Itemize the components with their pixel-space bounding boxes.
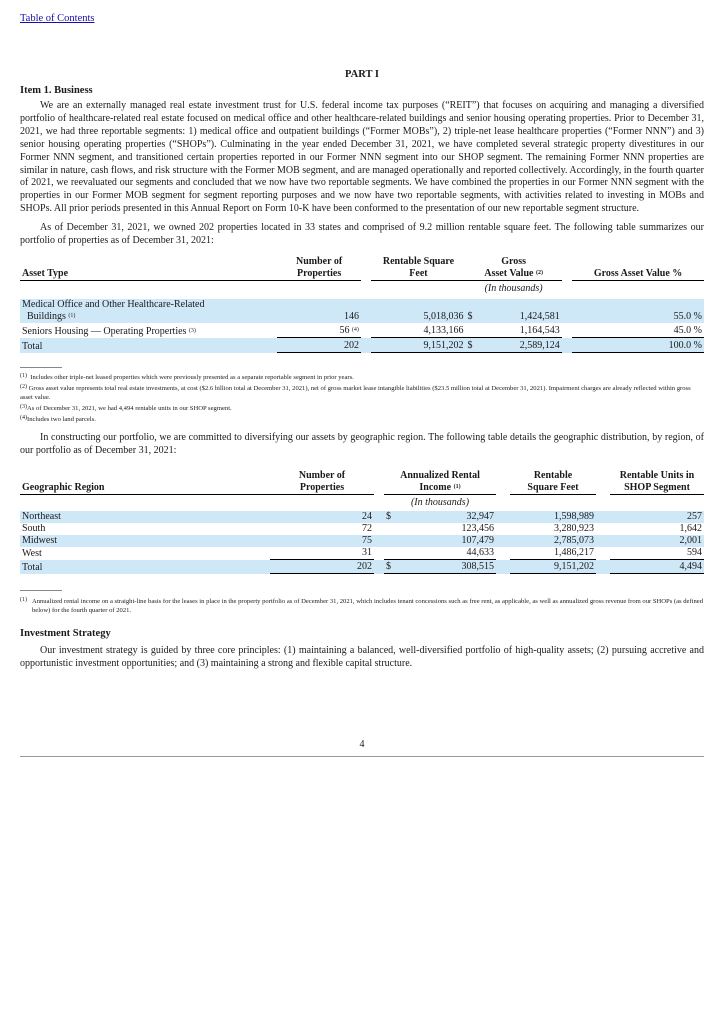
document-page	[20, 8, 704, 750]
currency-cell	[384, 535, 398, 547]
table-row	[20, 511, 704, 523]
currency-cell: $	[466, 338, 485, 353]
investment-strategy-heading: Investment Strategy	[20, 628, 111, 640]
table-row	[20, 523, 704, 535]
income-cell: 32,947	[398, 511, 496, 523]
region-cell: West	[22, 547, 42, 559]
page-bottom-rule	[20, 756, 704, 757]
asset-type-cell: Medical Office and Other Healthcare-Related Buildings $^{(1)}$	[20, 299, 277, 323]
currency-cell: $	[384, 511, 398, 523]
sqft-cell: 4,133,166	[371, 323, 465, 338]
currency-cell	[384, 547, 398, 560]
gav-pct-cell: 45.0 %	[572, 323, 704, 338]
region-header: Geographic Region	[20, 470, 270, 495]
income-cell: 308,515	[398, 560, 496, 574]
units-cell: 1,642	[679, 523, 702, 535]
footnote: $^{(1)}$ Annualized rental income on a straight-line basis for the leases in place in the property portfolio as of December 31, 2021, which includes tenant concessions such as free rent, as applicable, as well as annualized gross revenue from our SHOPs (as defined below) for the fourth quarter of 2021.	[20, 597, 704, 615]
table-row-total	[20, 560, 704, 574]
sqft-cell: 3,280,923	[554, 523, 594, 535]
num-properties-header: Number of Properties	[277, 256, 361, 281]
units-cell: 4,494	[610, 560, 704, 574]
gross-asset-value-cell: 1,164,543	[484, 323, 561, 338]
in-thousands-note: (In thousands)	[484, 282, 543, 294]
geographic-region-table	[20, 470, 704, 574]
in-thousands-note: (In thousands)	[410, 497, 470, 509]
investment-strategy-paragraph: Our investment strategy is guided by three core principles: (1) maintaining a balanced, well-diversified portfolio of high-quality assets; (2) pursuing accretive and opportunistic investment opportunities; and (3) maintaining a strong and flexible capital structure.	[20, 645, 704, 670]
asset-type-header: Asset Type	[20, 256, 277, 281]
footnotes-table1	[20, 373, 704, 424]
gross-asset-value-header: Gross Asset Value $^{(2)}$	[466, 256, 562, 281]
sqft-cell: 5,018,036	[371, 299, 465, 323]
footnote: $^{(2)}$ Gross asset value represents total real estate investments, at cost ($2.6 billion total at December 31, 2021), net of gross market lease intangible liabilities ($23.5 million total at December 31, 2021). Impairment charges are already reflected within gross asset value.	[20, 384, 691, 402]
sqft-cell: 2,785,073	[510, 535, 596, 547]
rentable-sqft-header: Rentable Square Feet	[371, 256, 465, 281]
gross-asset-value-pct-header: Gross Asset Value %	[572, 256, 704, 281]
sqft-cell: 1,486,217	[510, 547, 596, 560]
shop-units-header: Rentable Units in SHOP Segment	[610, 470, 704, 495]
part-title: PART I	[345, 69, 379, 80]
units-cell: 2,001	[610, 535, 704, 547]
table-row	[20, 547, 704, 560]
income-cell: 123,456	[461, 523, 494, 535]
sqft-cell: 9,151,202	[510, 560, 596, 574]
sqft-cell: 9,151,202	[371, 338, 465, 353]
footnote: $^{(4)}$Includes two land parcels.	[20, 415, 96, 424]
gav-pct-cell: 55.0 %	[572, 299, 704, 323]
footnote-divider	[20, 367, 62, 368]
properties-cell: 24	[270, 511, 374, 523]
asset-type-cell: Seniors Housing — Operating Properties $^{(3)}$	[22, 325, 196, 337]
business-paragraph: We are an externally managed real estate investment trust for U.S. federal income tax purposes (“REIT”) that focuses on acquiring and managing a diversified portfolio of healthcare-related real estate focused on medical office and other healthcare-related buildings and senior housing operating properties. Prior to December 31, 2021, we had three reportable segments: 1) medical office and outpatient buildings (“Former MOBs”), 2) triple-net lease healthcare properties (“Former NNN”) and 3) senior housing operating properties (“SHOPs”). Culminating in the year ended December 31, 2021, we have completed several strategic property divestitures in our Former NNN segment, and transitioned certain properties reported in our Former NNN segment into our SHOP segment. The remaining Former NNN properties are similar in nature, cash flows, and risk structure with the Former MOB segment, and are managed operationally and reported collectively. Accordingly, in the fourth quarter of 2021, we reevaluated our segments and concluded that we now have two reportable segments. We have combined the properties in our Former NNN segment with the properties in our Former MOB segment for segment reporting purposes and we now have two reportable segments, with activities related to investing in MOBs and SHOPs. All prior periods presented in this Annual Report on Form 10-K have been conformed to the presentation of our new reportable segment structure.	[20, 100, 704, 215]
properties-cell: 202	[270, 560, 374, 574]
portfolio-intro-paragraph: As of December 31, 2021, we owned 202 properties located in 33 states and comprised of 9.2 million rentable square feet. The following table summarizes our portfolio of properties as of December 31, 2021:	[20, 222, 704, 247]
units-cell: 257	[610, 511, 704, 523]
rentable-sqft-header: Rentable Square Feet	[510, 470, 596, 495]
footnote: $^{(3)}$As of December 31, 2021, we had 4,494 rentable units in our SHOP segment.	[20, 404, 232, 413]
footnotes-table2	[20, 597, 704, 615]
properties-cell: 31	[270, 547, 374, 560]
footnote-divider	[20, 590, 62, 591]
table-of-contents-link[interactable]: Table of Contents	[20, 13, 95, 24]
page-number: 4	[359, 739, 365, 750]
properties-cell: 72	[362, 523, 372, 535]
properties-cell: 56 $^{(4)}$	[277, 323, 361, 338]
item-heading: Item 1. Business	[20, 85, 93, 96]
currency-cell: $	[384, 560, 398, 574]
table-row-total	[20, 338, 704, 353]
currency-cell: $	[466, 299, 485, 323]
gross-asset-value-cell: 2,589,124	[484, 338, 561, 353]
region-cell: Midwest	[20, 535, 270, 547]
properties-cell: 75	[270, 535, 374, 547]
table-row	[20, 535, 704, 547]
region-cell: Northeast	[20, 511, 270, 523]
currency-cell	[466, 323, 485, 338]
income-cell: 44,633	[398, 547, 496, 560]
properties-cell: 146	[277, 299, 361, 323]
currency-cell	[384, 523, 398, 535]
asset-type-table	[20, 256, 704, 354]
geographic-intro-paragraph: In constructing our portfolio, we are committed to diversifying our assets by geographic region. The following table details the geographic distribution, by region, of our portfolio as of December 31, 2021:	[20, 432, 704, 457]
units-cell: 594	[610, 547, 704, 560]
table-row	[20, 299, 704, 323]
annualized-rental-income-header: Annualized Rental Income $^{(1)}$	[384, 470, 496, 495]
num-properties-header: Number of Properties	[270, 470, 374, 495]
properties-cell: 202	[277, 338, 361, 353]
footnote: $^{(1)}$ Includes other triple-net leased properties which were previously presented as a separate reportable segment in prior years.	[20, 373, 354, 382]
gav-pct-cell: 100.0 %	[572, 338, 704, 353]
asset-type-cell: Total	[20, 338, 277, 353]
sqft-cell: 1,598,989	[510, 511, 596, 523]
region-cell: Total	[20, 560, 270, 574]
table-row	[20, 323, 704, 338]
region-cell: South	[22, 523, 46, 535]
income-cell: 107,479	[398, 535, 496, 547]
gross-asset-value-cell: 1,424,581	[484, 299, 561, 323]
